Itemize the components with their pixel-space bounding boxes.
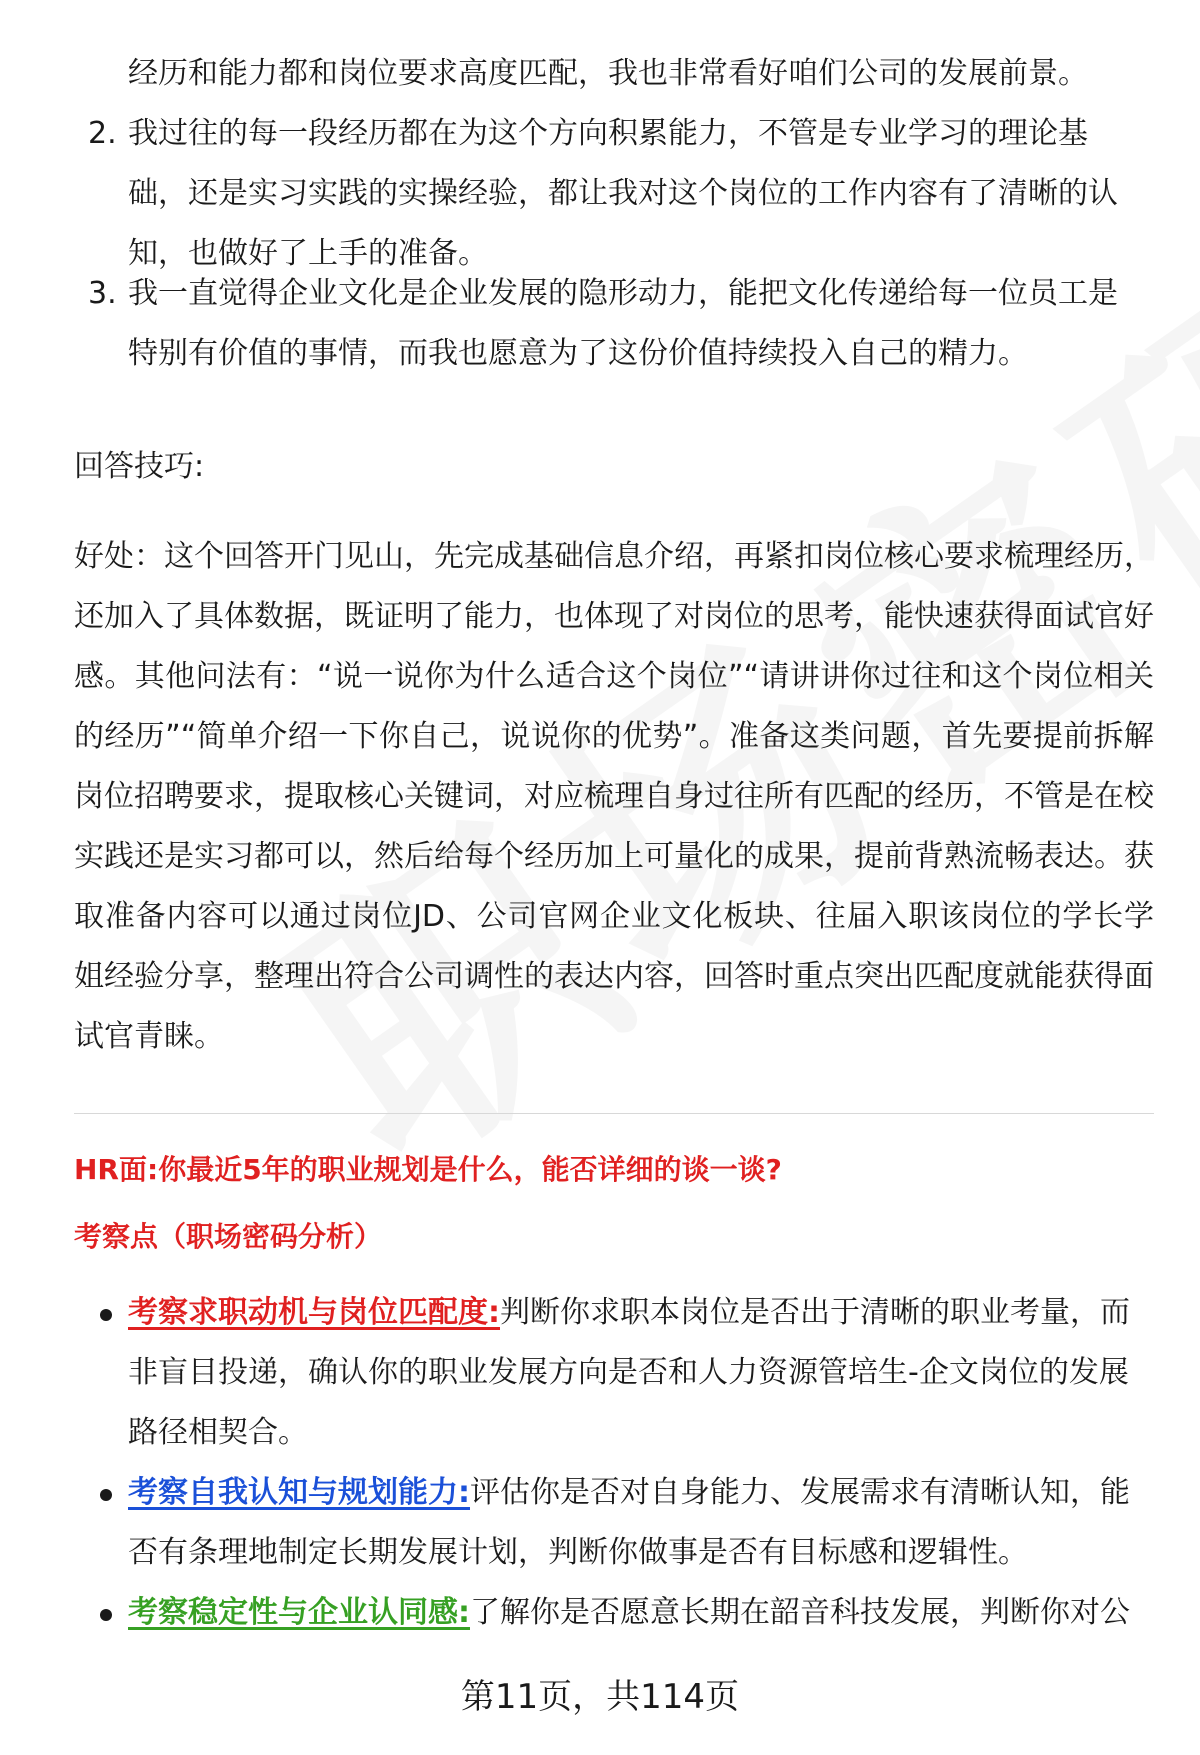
bullet-description: 判断你求职本岗位是否出于清晰的职业考量，而非盲目投递，确认你的职业发展方向是否和人力资源管培生-企文岗位的发展路径相契合。: [128, 1295, 1130, 1450]
list-number: 3.: [88, 276, 117, 311]
tips-label: 回答技巧:: [74, 449, 205, 484]
bullet-keyword: 考察求职动机与岗位匹配度:: [128, 1295, 500, 1330]
list-item-text: 我过往的每一段经历都在为这个方向积累能力，不管是专业学习的理论基础，还是实习实践的实操经验，都让我对这个岗位的工作内容有了清晰的认知，也做好了上手的准备。: [128, 116, 1118, 271]
section-divider: [74, 1113, 1154, 1114]
bullet-dot: [100, 1609, 112, 1621]
bullet-text: [128, 1283, 1158, 1463]
hr-question-heading: HR面:你最近5年的职业规划是什么，能否详细的谈一谈?: [74, 1153, 782, 1186]
bullet-keyword: 考察稳定性与企业认同感:: [128, 1595, 470, 1630]
bullet-description: 评估你是否对自身能力、发展需求有清晰认知，能否有条理地制定长期发展计划，判断你做事是否有目标感和逻辑性。: [128, 1475, 1130, 1570]
bullet-dot: [100, 1489, 112, 1501]
bullet-keyword: 考察自我认知与规划能力:: [128, 1475, 470, 1510]
list-item-text: 我一直觉得企业文化是企业发展的隐形动力，能把文化传递给每一位员工是特别有价值的事情，而我也愿意为了这份价值持续投入自己的精力。: [128, 276, 1118, 371]
page-number: 第11页，共114页: [460, 1677, 740, 1717]
bullet-text: [128, 1463, 1158, 1583]
bullet-dot: [100, 1309, 112, 1321]
benefit-paragraph: 好处：这个回答开门见山，先完成基础信息介绍，再紧扣岗位核心要求梳理经历，还加入了具体数据，既证明了能力，也体现了对岗位的思考，能快速获得面试官好感。其他问法有：“说一说你为什么适合这个岗位”“请讲讲你过往和这个岗位相关的经历”“简单介绍一下你自己，说说你的优势”。准备这类问题，首先要提前拆解岗位招聘要求，提取核心关键词，对应梳理自身过往所有匹配的经历，不管是在校实践还是实习都可以，然后给每个经历加上可量化的成果，提前背熟流畅表达。获取准备内容可以通过岗位JD、公司官网企业文化板块、往届入职该岗位的学长学姐经验分享，整理出符合公司调性的表达内容，回答时重点突出匹配度就能获得面试官青睐。: [74, 539, 1154, 1054]
bullet-description: 了解你是否愿意长期在韶音科技发展，判断你对公: [470, 1595, 1130, 1630]
list-number: 2.: [88, 116, 117, 151]
list-continuation-text: 经历和能力都和岗位要求高度匹配，我也非常看好咱们公司的发展前景。: [128, 56, 1088, 91]
bullet-text: [128, 1583, 1158, 1643]
inspect-points-heading: 考察点（职场密码分析）: [74, 1220, 383, 1253]
